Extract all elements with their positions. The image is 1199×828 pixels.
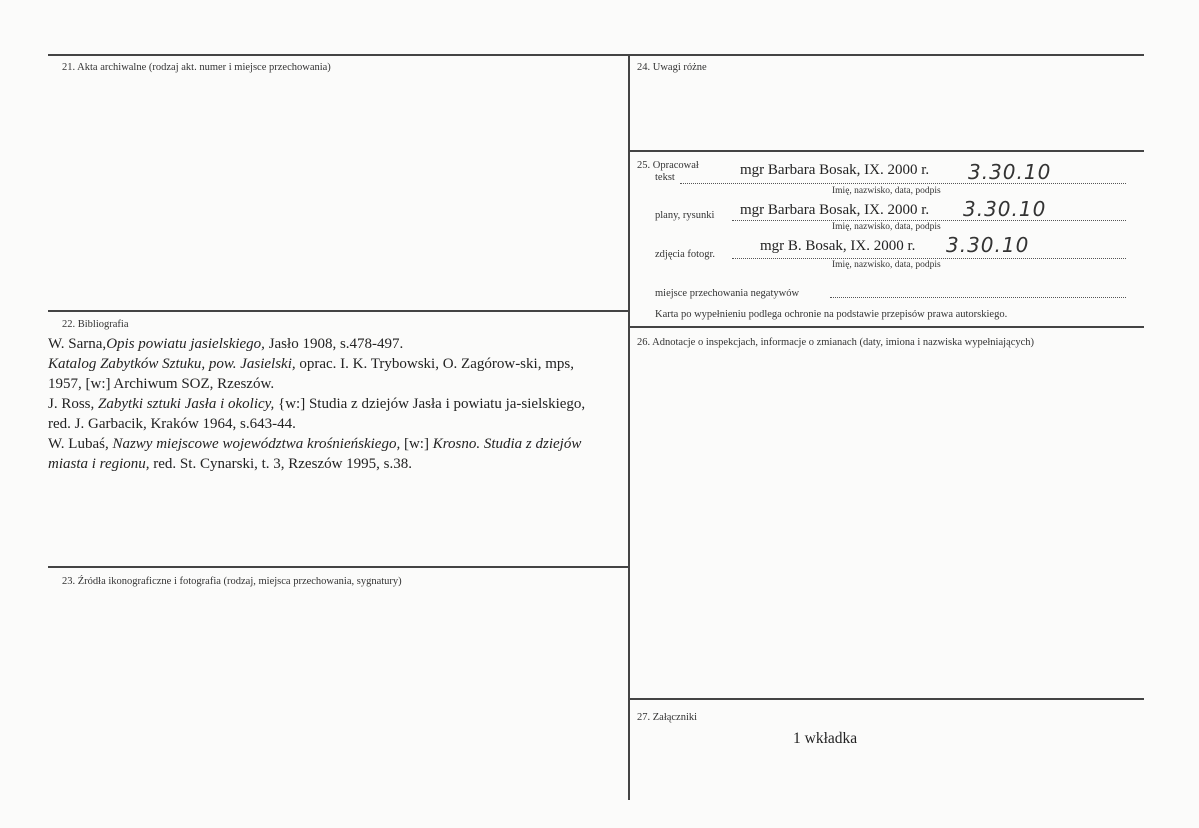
plany-signature: 3.30.10 xyxy=(963,197,1047,221)
zdjecia-label: zdjęcia fotogr. xyxy=(655,249,716,260)
tekst-value: mgr Barbara Bosak, IX. 2000 r. xyxy=(740,162,930,178)
negatives-dotted-line xyxy=(830,297,1126,298)
zdjecia-dotted-line xyxy=(732,258,1126,259)
section-22-label: 22. Bibliografia xyxy=(62,319,129,330)
plany-label: plany, rysunki xyxy=(655,210,715,221)
rule-26 xyxy=(630,326,1144,328)
tekst-label: tekst xyxy=(655,172,675,183)
bibliography-entry: W. Sarna,Opis powiatu jasielskiego, Jasło 1908, s.478-497. xyxy=(48,336,404,352)
section-26-label: 26. Adnotacje o inspekcjach, informacje o zmianach (daty, imiona i nazwiska wypełniających) xyxy=(637,337,1035,348)
section-24-label: 24. Uwagi różne xyxy=(637,62,707,73)
tekst-dotted-line xyxy=(680,183,1126,184)
center-divider xyxy=(628,54,630,800)
zdjecia-caption: Imię, nazwisko, data, podpis xyxy=(832,260,941,270)
bibliography-entry: W. Lubaś, Nazwy miejscowe województwa krośnieńskiego, [w:] Krosno. Studia z dziejów miasta i regionu, red. St. Cynarski, t. 3, Rzeszów 1995, s.38. xyxy=(48,436,582,472)
negatives-label: miejsce przechowania negatywów xyxy=(655,288,800,299)
rule-25 xyxy=(630,150,1144,152)
plany-dotted-line xyxy=(732,220,1126,221)
section-23-label: 23. Źródła ikonograficzne i fotografia (rodzaj, miejsca przechowania, sygnatury) xyxy=(62,576,402,587)
top-rule-right xyxy=(630,54,1144,56)
section-27-label: 27. Załączniki xyxy=(637,712,698,723)
tekst-signature: 3.30.10 xyxy=(968,160,1052,184)
rule-23 xyxy=(48,566,628,568)
zdjecia-value: mgr B. Bosak, IX. 2000 r. xyxy=(760,238,916,254)
section-21-label: 21. Akta archiwalne (rodzaj akt. numer i miejsce przechowania) xyxy=(62,62,331,73)
attachments-value: 1 wkładka xyxy=(793,730,858,747)
rule-27 xyxy=(630,698,1144,700)
plany-caption: Imię, nazwisko, data, podpis xyxy=(832,222,941,232)
top-rule-left xyxy=(48,54,628,56)
bibliography-entry: Katalog Zabytków Sztuku, pow. Jasielski, oprac. I. K. Trybowski, O. Zagórow-ski, mps, 1957, [w:] Archiwum SOZ, Rzeszów. xyxy=(48,356,574,392)
copyright-note: Karta po wypełnieniu podlega ochronie na podstawie przepisów prawa autorskiego. xyxy=(655,309,1008,320)
tekst-caption: Imię, nazwisko, data, podpis xyxy=(832,186,941,196)
rule-22 xyxy=(48,310,628,312)
section-25-label: 25. Opracował xyxy=(637,160,699,171)
plany-value: mgr Barbara Bosak, IX. 2000 r. xyxy=(740,202,930,218)
zdjecia-signature: 3.30.10 xyxy=(946,233,1030,257)
bibliography-entry: J. Ross, Zabytki sztuki Jasła i okolicy, {w:] Studia z dziejów Jasła i powiatu ja-sielskiego, red. J. Garbacik, Kraków 1964, s.643-44. xyxy=(48,396,586,432)
bibliography-list xyxy=(48,334,588,474)
